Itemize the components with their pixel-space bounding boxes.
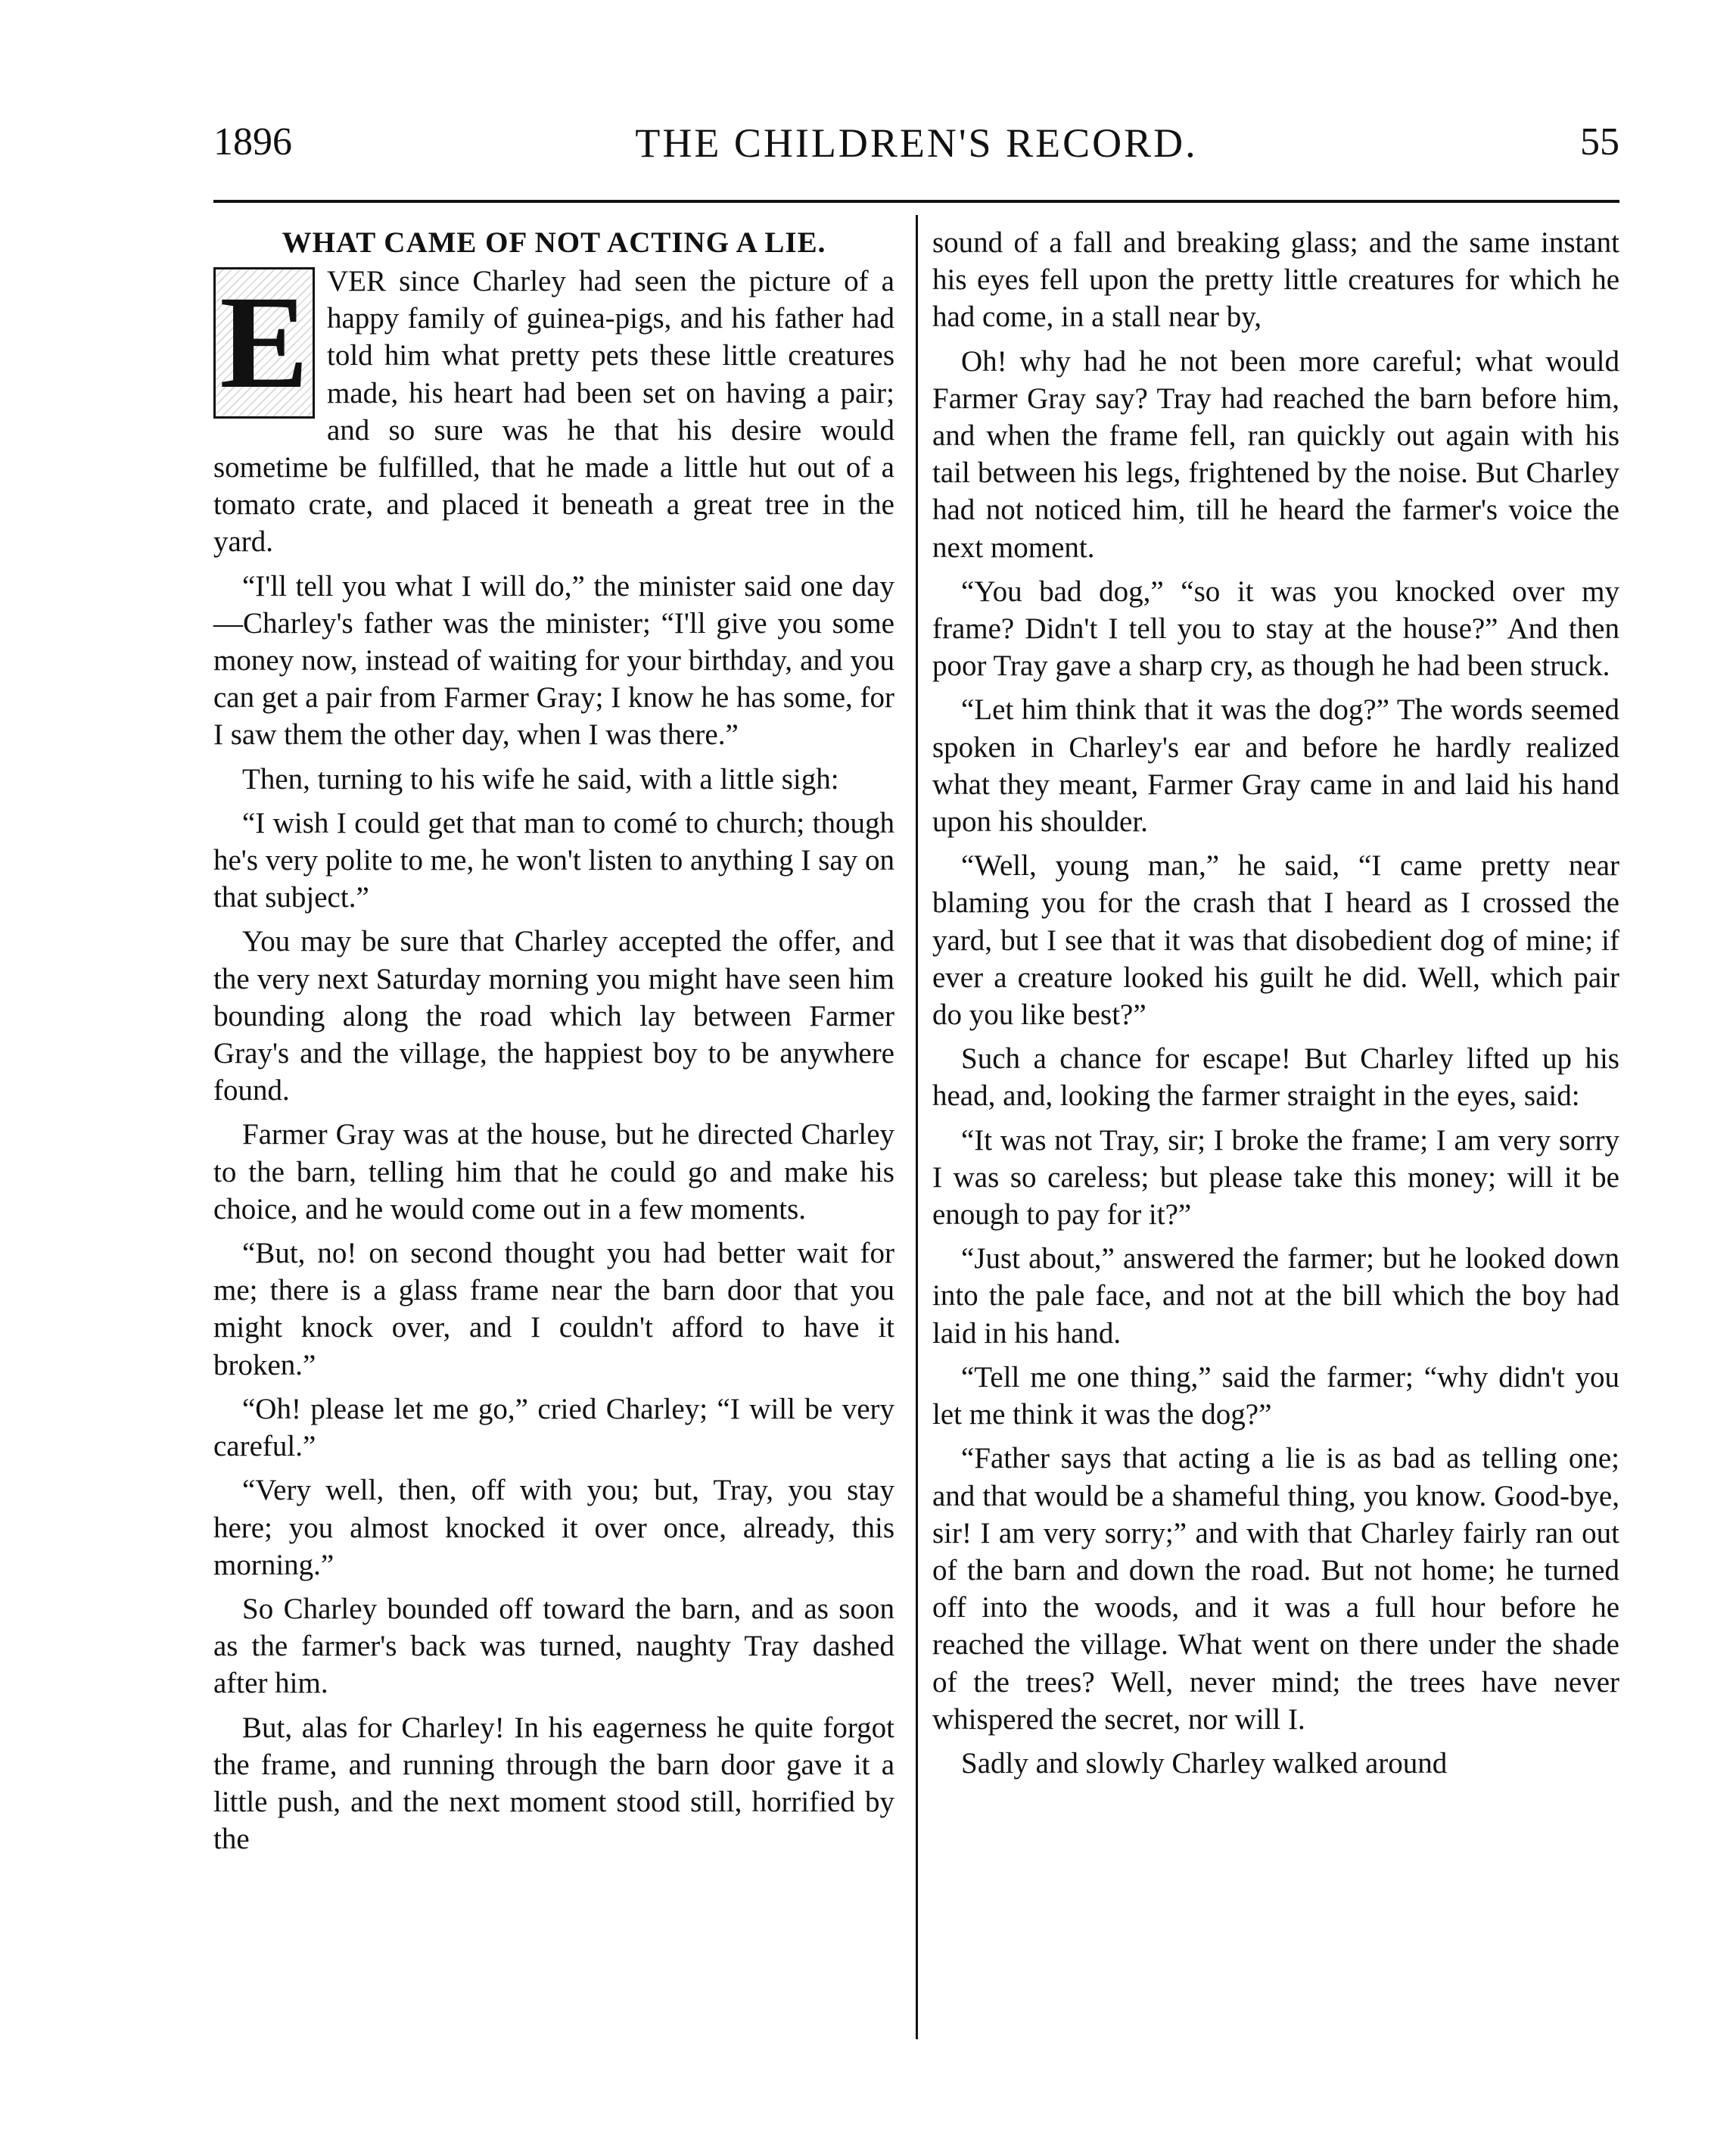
right-column	[932, 224, 1619, 1789]
paragraph: Farmer Gray was at the house, but he directed Charley to the barn, telling him that he could go and make his choice, and he would come out in a few moments.	[213, 1118, 894, 1226]
paragraph: Sadly and slowly Charley walked around	[961, 1746, 1448, 1780]
paragraph: “Father says that acting a lie is as bad as telling one; and that would be a shameful thing, you know. Good-bye, sir! I am very sorry;” and with that Charley fairly ran out of the barn and down the road. But not home; he turned off into the woods, and it was a full hour before he reached the village. What went on there under the shade of the trees? Well, never mind; the trees have never whispered the secret, nor will I.	[932, 1442, 1619, 1736]
paragraph: “Well, young man,” he said, “I came pretty near blaming you for the crash that I heard as I crossed the yard, but I see that it was that disobedient dog of mine; if ever a creature looked his guilt he did. Well, which pair do you like best?”	[932, 849, 1619, 1032]
paragraph: You may be sure that Charley accepted the offer, and the very next Saturday morning you might have seen him bounding along the road which lay between Farmer Gray's and the village, the happiest boy to be anywhere found.	[213, 925, 894, 1107]
paragraph: But, alas for Charley! In his eagerness he quite forgot the frame, and running through the barn door gave it a little push, and the next moment stood still, horrified by the	[213, 1711, 894, 1856]
drop-cap: E	[213, 267, 315, 419]
first-paragraph-text: VER since Charley had seen the picture of a happy family of guinea-pigs, and his father had told him what pretty pets these little creatures made, his heart had been set on having a pair; and so sure was he that his desire would sometime be fulfilled, that he made a little hut out of a tomato crate, and placed it beneath a great tree in the yard.	[213, 265, 894, 559]
publication-title: THE CHILDREN'S RECORD.	[635, 120, 1198, 166]
paragraph: Then, turning to his wife he said, with a little sigh:	[242, 762, 839, 796]
paragraph: Oh! why had he not been more careful; what would Farmer Gray say? Tray had reached the barn before him, and when the frame fell, ran quickly out again with his tail between his legs, frightened by the noise. But Charley had not noticed him, till he heard the farmer's voice the next moment.	[932, 344, 1619, 564]
paragraph: “It was not Tray, sir; I broke the frame; I am very sorry I was so careless; but please take this money; will it be enough to pay for it?”	[932, 1123, 1619, 1232]
paragraph: So Charley bounded off toward the barn, and as soon as the farmer's back was turned, naughty Tray dashed after him.	[213, 1592, 894, 1700]
continued-paragraph: sound of a fall and breaking glass; and the same instant his eyes fell upon the pretty little creatures for which he had come, in a stall near by,	[932, 226, 1619, 334]
left-column	[213, 224, 894, 1864]
paragraph: “I wish I could get that man to comé to church; though he's very polite to me, he won't listen to anything I say on that subject.”	[213, 806, 894, 914]
paragraph: “You bad dog,” “so it was you knocked over my frame? Didn't I tell you to stay at the house?” And then poor Tray gave a sharp cry, as though he had been struck.	[932, 575, 1619, 683]
article-title: WHAT CAME OF NOT ACTING A LIE.	[282, 226, 826, 259]
paragraph: “Let him think that it was the dog?” The words seemed spoken in Charley's ear and before he hardly realized what they meant, Farmer Gray came in and laid his hand upon his shoulder.	[932, 693, 1619, 839]
header-year: 1896	[213, 120, 292, 164]
page-number: 55	[1580, 120, 1619, 164]
column-divider	[916, 215, 918, 2039]
paragraph: “But, no! on second thought you had better wait for me; there is a glass frame near the barn door that you might knock over, and I couldn't afford to have it broken.”	[213, 1237, 894, 1381]
paragraph: “Tell me one thing,” said the farmer; “why didn't you let me think it was the dog?”	[932, 1360, 1619, 1431]
header-rule	[213, 200, 1619, 203]
paragraph: “Very well, then, off with you; but, Tray, you stay here; you almost knocked it over once, already, this morning.”	[213, 1474, 894, 1581]
first-paragraph	[213, 263, 894, 561]
paragraph: “Just about,” answered the farmer; but he looked down into the pale face, and not at the bill which the boy had laid in his hand.	[932, 1242, 1619, 1350]
paragraph: “I'll tell you what I will do,” the minister said one day—Charley's father was the minister; “I'll give you some money now, instead of waiting for your birthday, and you can get a pair from Farmer Gray; I know he has some, for I saw them the other day, when I was there.”	[213, 569, 894, 752]
paragraph: “Oh! please let me go,” cried Charley; “I will be very careful.”	[213, 1392, 894, 1463]
page-header	[213, 120, 1619, 173]
paragraph: Such a chance for escape! But Charley lifted up his head, and, looking the farmer straight in the eyes, said:	[932, 1042, 1619, 1113]
